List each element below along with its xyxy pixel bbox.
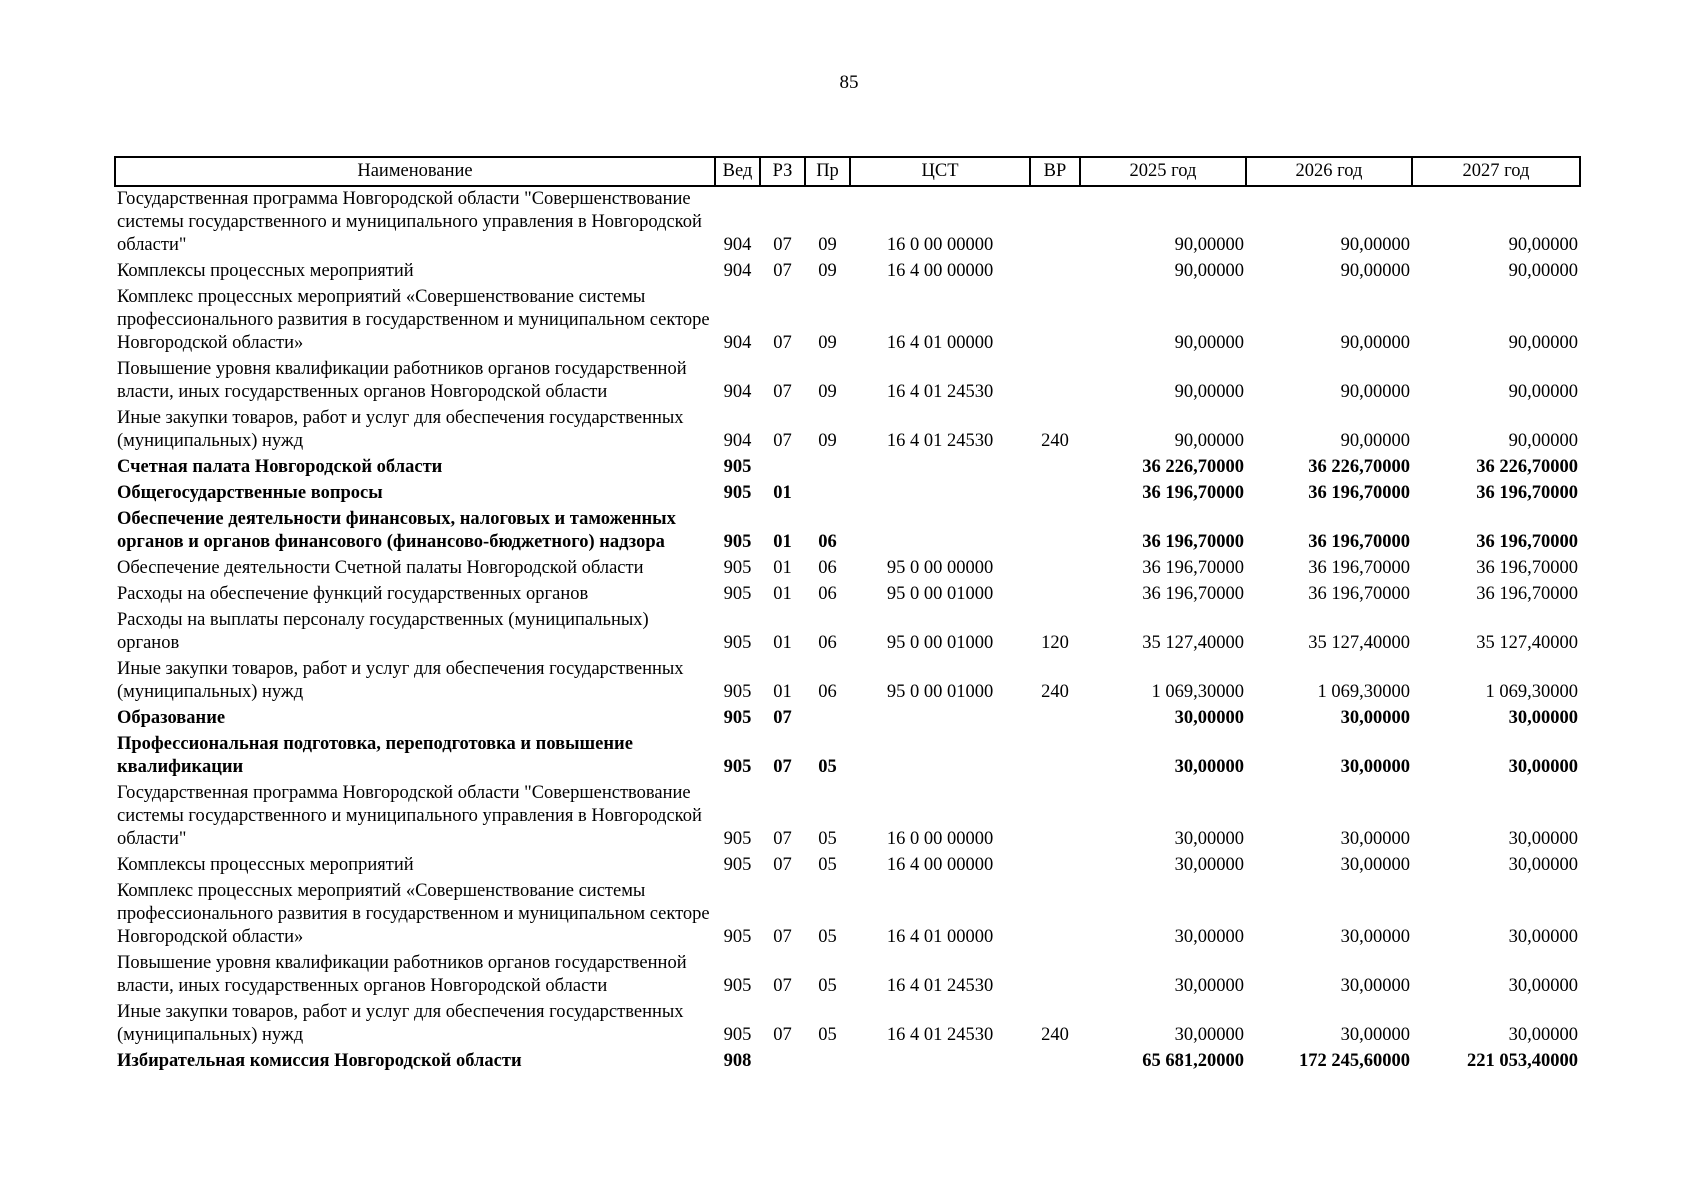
cell-rz: 07 xyxy=(773,261,792,281)
cell-rz: 07 xyxy=(773,927,792,947)
table-row xyxy=(115,879,1580,951)
cell-rz: 07 xyxy=(773,382,792,402)
cell-vr xyxy=(1030,357,1080,406)
cell-2025: 30,00000 xyxy=(1174,855,1244,875)
cell-vr xyxy=(1030,556,1080,582)
cell-vr xyxy=(1030,1049,1080,1075)
cell-pr: 05 xyxy=(818,1025,837,1045)
header-2025: 2025 год xyxy=(1080,157,1246,186)
cell-2026: 30,00000 xyxy=(1340,829,1410,849)
cell-pr: 06 xyxy=(818,682,837,702)
cell-vr xyxy=(1030,853,1080,879)
table-row xyxy=(115,259,1580,285)
cell-vr xyxy=(1030,706,1080,732)
cell-rz: 07 xyxy=(773,855,792,875)
cell-rz: 01 xyxy=(773,584,792,604)
cell-name: Комплексы процессных мероприятий xyxy=(117,855,414,875)
header-name: Наименование xyxy=(115,157,715,186)
cell-cst: 95 0 00 01000 xyxy=(886,584,994,604)
cell-pr: 09 xyxy=(818,431,837,451)
cell-ved: 905 xyxy=(723,927,752,947)
table-row xyxy=(115,951,1580,1000)
header-rz: РЗ xyxy=(760,157,805,186)
cell-pr: 05 xyxy=(818,757,837,777)
cell-2026: 36 196,70000 xyxy=(1308,483,1410,503)
table-row xyxy=(115,608,1580,657)
cell-2027: 30,00000 xyxy=(1508,757,1578,777)
cell-2027: 221 053,40000 xyxy=(1467,1051,1578,1071)
cell-rz: 07 xyxy=(773,708,792,728)
table-row xyxy=(115,582,1580,608)
cell-name: Повышение уровня квалификации работников органов государственной власти, иных государственных органов Новгородской области xyxy=(117,359,687,402)
cell-ved: 905 xyxy=(723,558,752,578)
cell-name: Комплексы процессных мероприятий xyxy=(117,261,414,281)
cell-pr: 05 xyxy=(818,855,837,875)
cell-vr xyxy=(1030,951,1080,1000)
table-row xyxy=(115,481,1580,507)
cell-2027: 90,00000 xyxy=(1508,431,1578,451)
page-number: 85 xyxy=(839,72,859,93)
table-row xyxy=(115,507,1580,556)
header-2026: 2026 год xyxy=(1246,157,1412,186)
cell-2025: 30,00000 xyxy=(1174,1025,1244,1045)
cell-vr xyxy=(1030,186,1080,259)
cell-name: Обеспечение деятельности финансовых, налоговых и таможенных органов и органов финансового (финансово-бюджетного) надзора xyxy=(117,509,676,552)
cell-ved: 904 xyxy=(723,382,752,402)
cell-cst: 16 4 01 24530 xyxy=(886,431,994,451)
cell-rz: 07 xyxy=(773,757,792,777)
table-row xyxy=(115,853,1580,879)
cell-cst: 16 4 01 24530 xyxy=(886,976,994,996)
cell-name: Иные закупки товаров, работ и услуг для обеспечения государственных (муниципальных) нужд xyxy=(117,1002,684,1045)
header-ved: Вед xyxy=(715,157,760,186)
cell-rz: 07 xyxy=(773,235,792,255)
cell-ved: 908 xyxy=(723,1051,752,1071)
cell-2026: 36 196,70000 xyxy=(1308,558,1410,578)
cell-cst xyxy=(850,455,1030,481)
cell-ved: 904 xyxy=(723,261,752,281)
cell-ved: 905 xyxy=(723,457,752,477)
cell-ved: 905 xyxy=(723,757,752,777)
cell-rz: 01 xyxy=(773,483,792,503)
table-row xyxy=(115,186,1580,259)
cell-name: Расходы на выплаты персоналу государственных (муниципальных) органов xyxy=(117,610,649,653)
cell-cst: 95 0 00 01000 xyxy=(886,682,994,702)
table-row xyxy=(115,406,1580,455)
cell-vr xyxy=(1030,732,1080,781)
cell-vr: 120 xyxy=(1041,633,1069,653)
table-row xyxy=(115,732,1580,781)
header-pr: Пр xyxy=(805,157,850,186)
cell-2025: 30,00000 xyxy=(1174,708,1244,728)
cell-rz: 01 xyxy=(773,682,792,702)
cell-pr: 09 xyxy=(818,235,837,255)
table-header-row xyxy=(115,157,1580,186)
cell-2027: 90,00000 xyxy=(1508,333,1578,353)
cell-ved: 904 xyxy=(723,235,752,255)
cell-2027: 90,00000 xyxy=(1508,382,1578,402)
cell-ved: 905 xyxy=(723,483,752,503)
cell-2025: 36 196,70000 xyxy=(1142,558,1244,578)
cell-rz: 01 xyxy=(773,633,792,653)
cell-2026: 30,00000 xyxy=(1340,708,1410,728)
cell-2027: 36 196,70000 xyxy=(1476,483,1578,503)
cell-pr: 09 xyxy=(818,261,837,281)
cell-2025: 36 196,70000 xyxy=(1142,584,1244,604)
cell-2027: 30,00000 xyxy=(1508,1025,1578,1045)
cell-rz xyxy=(760,455,805,481)
cell-vr: 240 xyxy=(1041,1025,1069,1045)
cell-2027: 36 226,70000 xyxy=(1476,457,1578,477)
cell-2025: 36 196,70000 xyxy=(1142,483,1244,503)
cell-2026: 1 069,30000 xyxy=(1317,682,1410,702)
cell-2026: 35 127,40000 xyxy=(1308,633,1410,653)
cell-2026: 30,00000 xyxy=(1340,855,1410,875)
cell-ved: 905 xyxy=(723,976,752,996)
cell-pr: 05 xyxy=(818,829,837,849)
cell-vr xyxy=(1030,582,1080,608)
cell-2026: 36 196,70000 xyxy=(1308,532,1410,552)
cell-2026: 36 226,70000 xyxy=(1308,457,1410,477)
cell-cst xyxy=(850,732,1030,781)
cell-2027: 36 196,70000 xyxy=(1476,558,1578,578)
cell-name: Образование xyxy=(117,708,226,728)
cell-vr: 240 xyxy=(1041,682,1069,702)
cell-cst xyxy=(850,507,1030,556)
cell-ved: 904 xyxy=(723,431,752,451)
table-row xyxy=(115,285,1580,357)
header-vr: ВР xyxy=(1030,157,1080,186)
table-row xyxy=(115,556,1580,582)
cell-ved: 905 xyxy=(723,633,752,653)
cell-rz: 07 xyxy=(773,976,792,996)
cell-cst: 16 4 01 00000 xyxy=(886,927,994,947)
cell-cst: 95 0 00 01000 xyxy=(886,633,994,653)
cell-pr: 06 xyxy=(818,633,837,653)
cell-name: Повышение уровня квалификации работников органов государственной власти, иных государственных органов Новгородской области xyxy=(117,953,687,996)
cell-2027: 30,00000 xyxy=(1508,976,1578,996)
cell-cst xyxy=(850,706,1030,732)
cell-cst xyxy=(850,1049,1030,1075)
cell-vr xyxy=(1030,481,1080,507)
cell-2026: 172 245,60000 xyxy=(1299,1051,1410,1071)
cell-2026: 90,00000 xyxy=(1340,235,1410,255)
cell-cst: 16 4 01 24530 xyxy=(886,382,994,402)
cell-name: Профессиональная подготовка, переподготовка и повышение квалификации xyxy=(117,734,633,777)
cell-ved: 905 xyxy=(723,708,752,728)
cell-name: Комплекс процессных мероприятий «Совершенствование системы профессионального развития в государственном и муниципальном секторе Новгородской области» xyxy=(117,287,710,353)
cell-2027: 35 127,40000 xyxy=(1476,633,1578,653)
cell-name: Иные закупки товаров, работ и услуг для обеспечения государственных (муниципальных) нужд xyxy=(117,408,684,451)
cell-name: Обеспечение деятельности Счетной палаты Новгородской области xyxy=(117,558,644,578)
cell-rz: 07 xyxy=(773,431,792,451)
cell-2025: 30,00000 xyxy=(1174,757,1244,777)
cell-2026: 90,00000 xyxy=(1340,261,1410,281)
cell-ved: 904 xyxy=(723,333,752,353)
cell-name: Иные закупки товаров, работ и услуг для обеспечения государственных (муниципальных) нужд xyxy=(117,659,684,702)
cell-2025: 90,00000 xyxy=(1174,431,1244,451)
cell-pr xyxy=(805,481,850,507)
cell-2027: 90,00000 xyxy=(1508,261,1578,281)
cell-name: Государственная программа Новгородской области "Совершенствование системы государственного и муниципального управления в Новгородской области" xyxy=(117,783,702,849)
table-row xyxy=(115,657,1580,706)
cell-name: Общегосударственные вопросы xyxy=(117,483,383,503)
cell-2025: 36 226,70000 xyxy=(1142,457,1244,477)
cell-2026: 90,00000 xyxy=(1340,382,1410,402)
cell-2027: 30,00000 xyxy=(1508,855,1578,875)
cell-pr xyxy=(805,1049,850,1075)
cell-2025: 30,00000 xyxy=(1174,829,1244,849)
cell-rz: 01 xyxy=(773,532,792,552)
table-row xyxy=(115,357,1580,406)
cell-pr: 06 xyxy=(818,584,837,604)
cell-name: Избирательная комиссия Новгородской области xyxy=(117,1051,522,1071)
table-row xyxy=(115,1049,1580,1075)
cell-2026: 30,00000 xyxy=(1340,976,1410,996)
cell-2026: 30,00000 xyxy=(1340,757,1410,777)
cell-cst xyxy=(850,481,1030,507)
table-row xyxy=(115,781,1580,853)
cell-vr xyxy=(1030,879,1080,951)
cell-2025: 35 127,40000 xyxy=(1142,633,1244,653)
cell-2025: 30,00000 xyxy=(1174,927,1244,947)
cell-2026: 90,00000 xyxy=(1340,333,1410,353)
cell-2025: 90,00000 xyxy=(1174,261,1244,281)
cell-2027: 30,00000 xyxy=(1508,829,1578,849)
cell-2026: 36 196,70000 xyxy=(1308,584,1410,604)
cell-2027: 30,00000 xyxy=(1508,708,1578,728)
cell-rz xyxy=(760,1049,805,1075)
cell-ved: 905 xyxy=(723,1025,752,1045)
cell-cst: 16 4 00 00000 xyxy=(886,261,994,281)
header-2027: 2027 год xyxy=(1412,157,1580,186)
cell-2027: 90,00000 xyxy=(1508,235,1578,255)
cell-pr: 06 xyxy=(818,532,837,552)
cell-cst: 16 4 01 00000 xyxy=(886,333,994,353)
cell-2025: 1 069,30000 xyxy=(1151,682,1244,702)
cell-cst: 16 0 00 00000 xyxy=(886,829,994,849)
cell-2025: 30,00000 xyxy=(1174,976,1244,996)
cell-name: Государственная программа Новгородской области "Совершенствование системы государственного и муниципального управления в Новгородской области" xyxy=(117,189,702,255)
cell-ved: 905 xyxy=(723,584,752,604)
cell-cst: 16 0 00 00000 xyxy=(886,235,994,255)
cell-vr xyxy=(1030,259,1080,285)
cell-vr xyxy=(1030,507,1080,556)
cell-vr xyxy=(1030,455,1080,481)
cell-cst: 16 4 01 24530 xyxy=(886,1025,994,1045)
cell-ved: 905 xyxy=(723,682,752,702)
cell-pr: 09 xyxy=(818,382,837,402)
cell-2025: 90,00000 xyxy=(1174,235,1244,255)
header-cst: ЦСТ xyxy=(850,157,1030,186)
cell-2025: 65 681,20000 xyxy=(1142,1051,1244,1071)
cell-2027: 36 196,70000 xyxy=(1476,584,1578,604)
cell-vr: 240 xyxy=(1041,431,1069,451)
cell-2027: 30,00000 xyxy=(1508,927,1578,947)
cell-rz: 07 xyxy=(773,1025,792,1045)
cell-2026: 90,00000 xyxy=(1340,431,1410,451)
cell-2025: 90,00000 xyxy=(1174,333,1244,353)
cell-pr: 05 xyxy=(818,927,837,947)
cell-2025: 90,00000 xyxy=(1174,382,1244,402)
cell-vr xyxy=(1030,781,1080,853)
cell-2026: 30,00000 xyxy=(1340,927,1410,947)
cell-name: Расходы на обеспечение функций государственных органов xyxy=(117,584,589,604)
cell-cst: 16 4 00 00000 xyxy=(886,855,994,875)
cell-2027: 36 196,70000 xyxy=(1476,532,1578,552)
cell-pr: 09 xyxy=(818,333,837,353)
cell-pr: 06 xyxy=(818,558,837,578)
cell-vr xyxy=(1030,285,1080,357)
cell-2026: 30,00000 xyxy=(1340,1025,1410,1045)
table-row xyxy=(115,706,1580,732)
cell-2025: 36 196,70000 xyxy=(1142,532,1244,552)
cell-cst: 95 0 00 00000 xyxy=(886,558,994,578)
cell-name: Комплекс процессных мероприятий «Совершенствование системы профессионального развития в государственном и муниципальном секторе Новгородской области» xyxy=(117,881,710,947)
cell-name: Счетная палата Новгородской области xyxy=(117,457,443,477)
cell-ved: 905 xyxy=(723,829,752,849)
cell-rz: 01 xyxy=(773,558,792,578)
cell-rz: 07 xyxy=(773,829,792,849)
table-row xyxy=(115,1000,1580,1049)
cell-pr xyxy=(805,455,850,481)
cell-ved: 905 xyxy=(723,532,752,552)
cell-pr: 05 xyxy=(818,976,837,996)
cell-ved: 905 xyxy=(723,855,752,875)
cell-rz: 07 xyxy=(773,333,792,353)
cell-pr xyxy=(805,706,850,732)
table-row xyxy=(115,455,1580,481)
table-body xyxy=(115,186,1580,1075)
cell-2027: 1 069,30000 xyxy=(1485,682,1578,702)
budget-table xyxy=(114,156,1581,1075)
